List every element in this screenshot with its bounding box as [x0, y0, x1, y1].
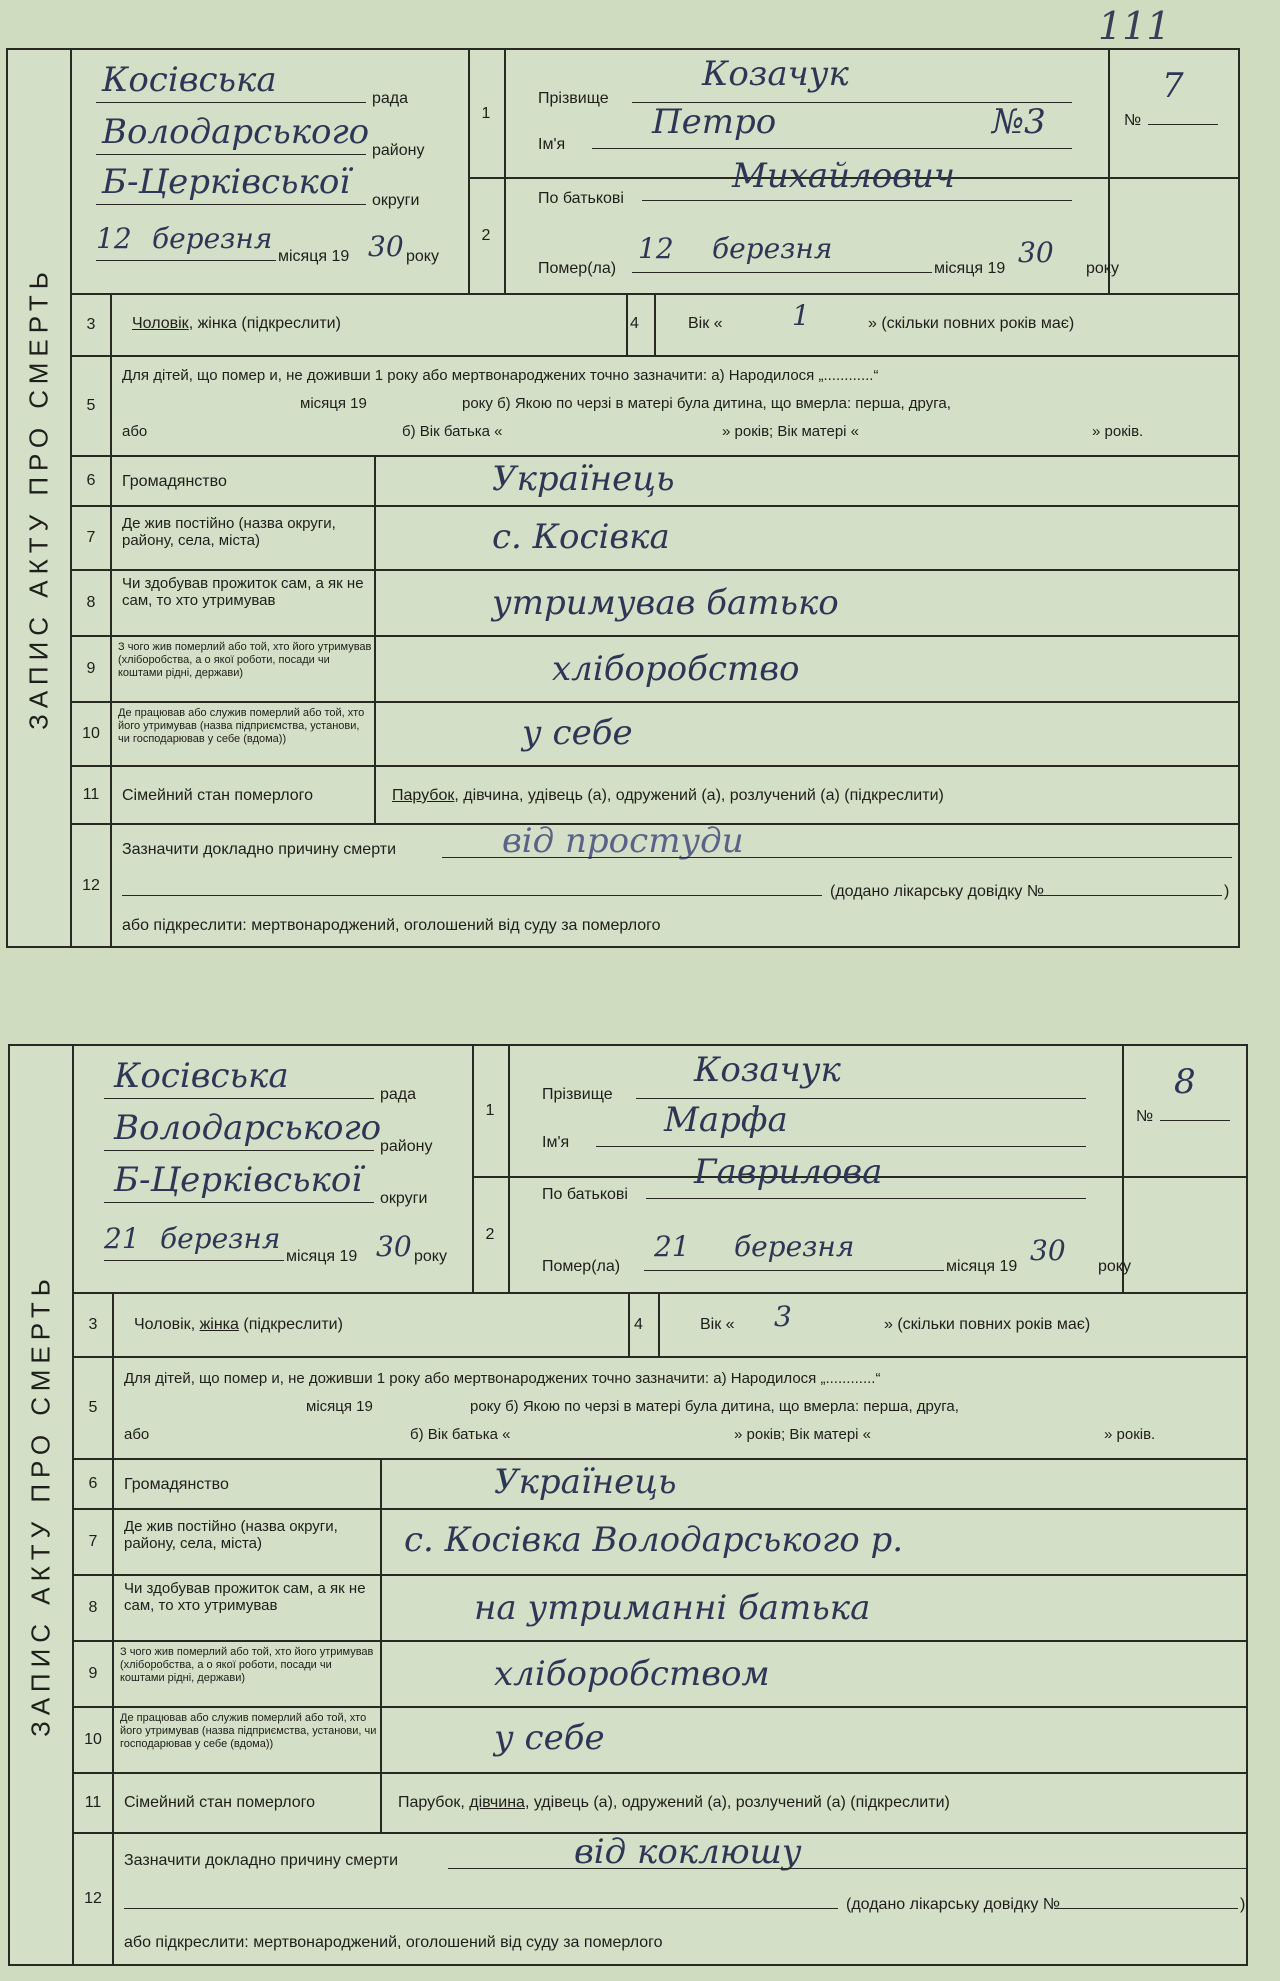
row-number: 9	[74, 1642, 114, 1706]
death-month: березня	[734, 1230, 855, 1263]
row5-month-label: місяця 19	[306, 1398, 373, 1415]
row-number: 7	[72, 507, 112, 569]
district-value: Володарського	[114, 1108, 382, 1148]
marital-label: Сімейний стан померлого	[122, 787, 314, 804]
work-place-label: Де працював або служив померлий або той, хто його утримував (назва підприємства, установи, чи господарював у себе (вдома))	[118, 707, 365, 745]
death-record-1: ЗАПИС АКТУ ПРО СМЕРТЬ 1 2 Косівська рада Володарського району Б-Церківської округи 12 березня місяця 19 30 року Прізвище Козачук Ім'я Петро №3 По батькові Михайлович № 7 Помер(ла) 12 березня місяця 19 30 року 3 Чоловік, жінка (підкреслити) 4 Вік « 1 » (скільки повних років має) 5 Для дітей, що помер и, не доживши 1 року або мертвонароджених точно зазначити: а) Народилося „............“ місяця 19 року б) Якою по черзі в матері була дитина, що вмерла: перша, друга, або б) Вік батька « » років; Вік матері « » років. 6 Громадянство Українець 7 Де жив постійно (назва округи, району, села, міста) с. Косівка 8 Чи здобував прожиток сам, а як не сам, то хто утримував утримував батько 9 З чого жив померлий або той, хто його утримував (хліборобства, а о якої роботи, посади чи коштами рідні, держави) хліборобство 10 Де працював або служив померлий або той, хто його утримував (назва підприємства, установи, чи господарював у себе (вдома)) у себе 11 Сімейний стан померлого Парубок, дівчина, удівець (а), одружений (а), розлучений (а) (підкреслити) 12 Зазначити докладно причину смерти від простуди (додано лікарську довідку № ) або підкреслити: мертвонароджений, оголошений від суду за померлого	[6, 48, 1240, 948]
row-number: 10	[72, 703, 112, 765]
stillborn-note: або підкреслити: мертвонароджений, оголошений від суду за померлого	[124, 1934, 663, 1951]
row-number: 3	[74, 1294, 114, 1356]
death-year-label: року	[1098, 1258, 1131, 1275]
row-number: 6	[74, 1460, 114, 1508]
death-year: 30	[1030, 1234, 1066, 1267]
residence-value: с. Косівка Володарського р.	[404, 1520, 904, 1560]
council-label: рада	[380, 1086, 417, 1103]
livelihood-label: Чи здобував прожиток сам, а як не сам, то хто утримував	[122, 575, 364, 609]
district-label: району	[380, 1138, 433, 1155]
council-label: рада	[372, 90, 409, 107]
reg-year-label: року	[406, 248, 439, 265]
death-year: 30	[1018, 236, 1054, 269]
citizenship-value: Українець	[492, 459, 675, 499]
side-title: ЗАПИС АКТУ ПРО СМЕРТЬ	[10, 1046, 74, 1964]
marital-label: Сімейний стан померлого	[124, 1794, 316, 1811]
death-record-2: ЗАПИС АКТУ ПРО СМЕРТЬ 1 2 Косівська рада Володарського району Б-Церківської округи 21 березня місяця 19 30 року Прізвище Козачук Ім'я Марфа По батькові Гаврилова № 8 Помер(ла) 21 березня місяця 19 30 року 3 Чоловік, жінка (підкреслити) 4 Вік « 3 » (скільки повних років має) 5 Для дітей, що помер и, не доживши 1 року або мертвонароджених точно зазначити: а) Народилося „............“ місяця 19 року б) Якою по черзі в матері була дитина, що вмерла: перша, друга, або б) Вік батька « » років; Вік матері « » років. 6 Громадянство Українець 7 Де жив постійно (назва округи, району, села, міста) с. Косівка Володарського р. 8 Чи здобував прожиток сам, а як не сам, то хто утримував на утриманні батька 9 З чого жив померлий або той, хто його утримував (хліборобства, а о якої роботи, посади чи коштами рідні, держави) хліборобством 10 Де працював або служив померлий або той, хто його утримував (назва підприємства, установи, чи господарював у себе (вдома)) у себе 11 Сімейний стан померлого Парубок, дівчина, удівець (а), одружений (а), розлучений (а) (підкреслити) 12 Зазначити докладно причину смерти від коклюшу (додано лікарську довідку № ) або підкреслити: мертвонароджений, оголошений від суду за померлого	[8, 1044, 1248, 1966]
reg-month-label: місяця 19	[278, 248, 350, 265]
row-number: 12	[72, 825, 112, 946]
row-number: 11	[74, 1774, 114, 1832]
row-number: 5	[72, 357, 112, 455]
record-number: 7	[1162, 66, 1184, 106]
row-number: 2	[485, 1226, 495, 1243]
row5-month-label: місяця 19	[300, 395, 367, 412]
name-label: Ім'я	[542, 1134, 570, 1151]
age-label: Вік «	[688, 315, 723, 332]
residence-label: Де жив постійно (назва округи, району, села, міста)	[124, 1518, 338, 1552]
row-number: 10	[74, 1708, 114, 1772]
sex-field: Чоловік, жінка (підкреслити)	[134, 1316, 343, 1333]
row5-years: » років.	[1104, 1426, 1156, 1443]
cause-label: Зазначити докладно причину смерти	[124, 1852, 399, 1869]
patronymic-label: По батькові	[542, 1186, 628, 1203]
row-number: 1	[472, 1046, 508, 1178]
death-label: Помер(ла)	[542, 1258, 621, 1275]
number-label: №	[1136, 1108, 1154, 1125]
row5-line2: року б) Якою по черзі в матері була дитина, що вмерла: перша, друга,	[470, 1398, 959, 1415]
row-number: 4	[634, 1316, 643, 1333]
livelihood-value: на утриманні батька	[474, 1588, 871, 1628]
row5-or: або	[122, 423, 148, 440]
cause-value: від коклюшу	[574, 1832, 802, 1872]
death-month: березня	[712, 232, 833, 265]
age-value: 3	[774, 1300, 792, 1333]
work-place-value: у себе	[494, 1718, 605, 1758]
row5-mother-age: » років; Вік матері «	[734, 1426, 872, 1443]
side-title: ЗАПИС АКТУ ПРО СМЕРТЬ	[8, 50, 72, 946]
residence-label: Де жив постійно (назва округи, району, села, міста)	[122, 515, 336, 549]
okrug-value: Б-Церківської	[102, 162, 351, 202]
doctor-note-label: (додано лікарську довідку №	[846, 1896, 1061, 1913]
age-suffix: » (скільки повних років має)	[868, 315, 1075, 332]
row5-line2: року б) Якою по черзі в матері була дитина, що вмерла: перша, друга,	[462, 395, 951, 412]
name-mark: №3	[992, 102, 1046, 142]
row-number: 4	[630, 315, 639, 332]
okrug-value: Б-Церківської	[114, 1160, 363, 1200]
marital-options: Парубок, дівчина, удівець (а), одружений (а), розлучений (а) (підкреслити)	[398, 1794, 950, 1811]
row-number: 2	[481, 227, 491, 244]
row5-years: » років.	[1092, 423, 1144, 440]
cause-value: від простуди	[502, 821, 744, 861]
reg-year: 30	[376, 1230, 412, 1263]
row5-line1: Для дітей, що помер и, не доживши 1 року або мертвонароджених точно зазначити: а) Народилося „............“	[122, 367, 879, 384]
row-number: 7	[74, 1510, 114, 1574]
livelihood-value: утримував батько	[492, 583, 839, 623]
doctor-note-label: (додано лікарську довідку №	[830, 883, 1045, 900]
reg-day: 21	[104, 1222, 140, 1255]
patronymic-value: Михайлович	[732, 156, 956, 196]
row-number: 11	[72, 767, 112, 823]
row5-father-age: б) Вік батька «	[402, 423, 503, 440]
okrug-label: округи	[372, 192, 420, 209]
cause-label: Зазначити докладно причину смерти	[122, 841, 397, 858]
patronymic-value: Гаврилова	[694, 1152, 883, 1192]
reg-month-label: місяця 19	[286, 1248, 358, 1265]
stillborn-note: або підкреслити: мертвонароджений, оголошений від суду за померлого	[122, 917, 661, 934]
row-number: 5	[74, 1358, 114, 1458]
death-day: 21	[654, 1230, 690, 1263]
reg-day: 12	[96, 222, 132, 255]
district-value: Володарського	[102, 112, 370, 152]
death-day: 12	[638, 232, 674, 265]
row-number: 8	[74, 1576, 114, 1640]
income-source-label: З чого жив померлий або той, хто його утримував (хліборобства, а о якої роботи, посади чи коштами рідні, держави)	[118, 641, 372, 679]
citizenship-label: Громадянство	[124, 1476, 229, 1493]
row5-mother-age: » років; Вік матері «	[722, 423, 860, 440]
row-number: 9	[72, 637, 112, 701]
surname-value: Козачук	[694, 1050, 841, 1090]
row-number: 12	[74, 1834, 114, 1964]
surname-label: Прізвище	[538, 90, 609, 107]
council-value: Косівська	[102, 60, 277, 100]
work-place-label: Де працював або служив померлий або той, хто його утримував (назва підприємства, установи, чи господарював у себе (вдома))	[120, 1712, 377, 1750]
citizenship-label: Громадянство	[122, 473, 227, 490]
surname-label: Прізвище	[542, 1086, 613, 1103]
reg-year: 30	[368, 230, 404, 263]
work-place-value: у себе	[522, 713, 633, 753]
death-label: Помер(ла)	[538, 260, 617, 277]
record-number: 8	[1174, 1062, 1196, 1102]
age-label: Вік «	[700, 1316, 735, 1333]
death-month-label: місяця 19	[934, 260, 1006, 277]
page-number: 111	[1098, 4, 1171, 48]
marital-options: Парубок, дівчина, удівець (а), одружений (а), розлучений (а) (підкреслити)	[392, 787, 944, 804]
income-source-value: хліборобством	[494, 1654, 770, 1694]
row5-father-age: б) Вік батька «	[410, 1426, 511, 1443]
row5-line1: Для дітей, що помер и, не доживши 1 року або мертвонароджених точно зазначити: а) Народилося „............“	[124, 1370, 881, 1387]
row-number: 6	[72, 457, 112, 505]
name-value: Марфа	[664, 1100, 788, 1140]
name-label: Ім'я	[538, 136, 566, 153]
surname-value: Козачук	[702, 54, 849, 94]
age-suffix: » (скільки повних років має)	[884, 1316, 1091, 1333]
livelihood-label: Чи здобував прожиток сам, а як не сам, то хто утримував	[124, 1580, 366, 1614]
row-number: 8	[72, 571, 112, 635]
name-value: Петро	[652, 102, 777, 142]
number-label: №	[1124, 112, 1142, 129]
reg-month: березня	[152, 222, 273, 255]
age-value: 1	[792, 299, 810, 332]
reg-year-label: року	[414, 1248, 447, 1265]
income-source-label: З чого жив померлий або той, хто його утримував (хліборобства, а о якої роботи, посади чи коштами рідні, держави)	[120, 1646, 374, 1684]
row-number: 3	[72, 295, 112, 355]
income-source-value: хліборобство	[552, 649, 800, 689]
district-label: району	[372, 142, 425, 159]
patronymic-label: По батькові	[538, 190, 624, 207]
death-year-label: року	[1086, 260, 1119, 277]
row5-or: або	[124, 1426, 150, 1443]
reg-month: березня	[160, 1222, 281, 1255]
residence-value: с. Косівка	[492, 517, 670, 557]
okrug-label: округи	[380, 1190, 428, 1207]
citizenship-value: Українець	[494, 1462, 677, 1502]
row-number: 1	[468, 50, 504, 179]
death-month-label: місяця 19	[946, 1258, 1018, 1275]
sex-field: Чоловік, жінка (підкреслити)	[132, 315, 341, 332]
council-value: Косівська	[114, 1056, 289, 1096]
